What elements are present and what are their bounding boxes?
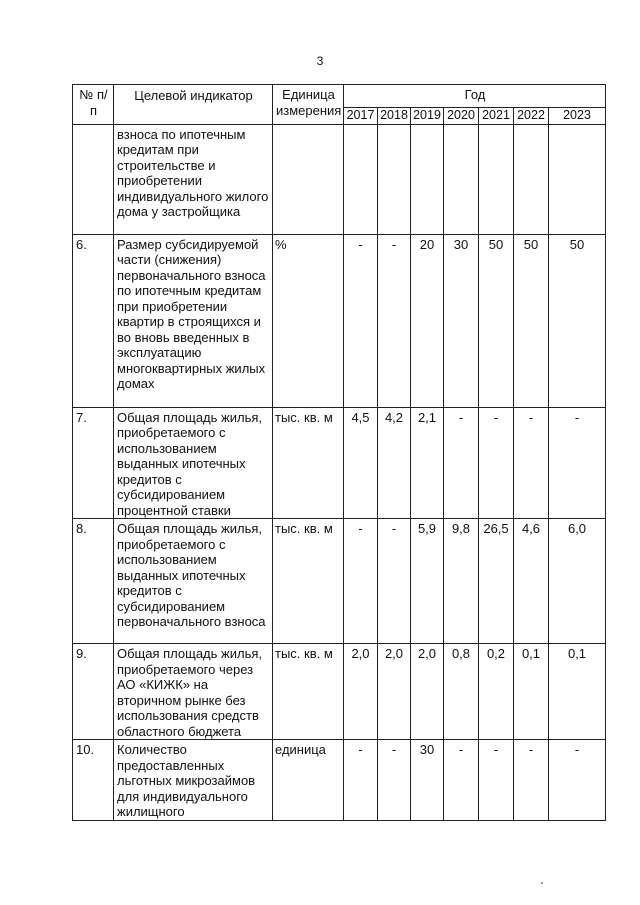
table-row bbox=[73, 407, 606, 519]
row-value bbox=[549, 124, 606, 234]
row-value: - bbox=[444, 740, 479, 821]
row-value: 0,8 bbox=[444, 644, 479, 740]
row-indicator: Общая площадь жилья, приобретаемого с использованием выданных ипотечных кредитов с субсидированием процентной ставки bbox=[114, 407, 273, 519]
row-value: - bbox=[479, 407, 514, 519]
row-value: 20 bbox=[411, 234, 444, 407]
header-year-group: Год bbox=[344, 85, 606, 108]
header-year: 2017 bbox=[344, 108, 378, 125]
row-value: 2,0 bbox=[411, 644, 444, 740]
header-year: 2023 bbox=[549, 108, 606, 125]
row-unit: % bbox=[273, 234, 344, 407]
target-indicators-table bbox=[72, 84, 606, 821]
row-num bbox=[73, 124, 114, 234]
row-value: 50 bbox=[514, 234, 549, 407]
row-value bbox=[378, 124, 411, 234]
row-value: 0,1 bbox=[514, 644, 549, 740]
row-value: 0,2 bbox=[479, 644, 514, 740]
table-row bbox=[73, 124, 606, 234]
header-year: 2021 bbox=[479, 108, 514, 125]
row-value bbox=[479, 124, 514, 234]
row-value: 9,8 bbox=[444, 519, 479, 644]
row-value: - bbox=[378, 519, 411, 644]
page-number: 3 bbox=[316, 54, 324, 68]
row-value: 2,0 bbox=[344, 644, 378, 740]
header-year: 2020 bbox=[444, 108, 479, 125]
scan-speck bbox=[541, 882, 543, 884]
row-value: - bbox=[344, 234, 378, 407]
row-value bbox=[514, 124, 549, 234]
header-year: 2022 bbox=[514, 108, 549, 125]
row-indicator: Размер субсидируемой части (снижения) первоначального взноса по ипотечным кредитам при приобретении квартир в строящихся и во вновь введенных в эксплуатацию многоквартирных жилых домах bbox=[114, 234, 273, 407]
row-indicator: Общая площадь жилья, приобретаемого с использованием выданных ипотечных кредитов с субсидированием первоначального взноса bbox=[114, 519, 273, 644]
row-unit: единица bbox=[273, 740, 344, 821]
table-row bbox=[73, 519, 606, 644]
row-value: 4,2 bbox=[378, 407, 411, 519]
row-num: 8. bbox=[73, 519, 114, 644]
row-value: - bbox=[514, 740, 549, 821]
row-indicator: взноса по ипотечным кредитам при строительстве и приобретении индивидуального жилого дома у застройщика bbox=[114, 124, 273, 234]
row-value: 5,9 bbox=[411, 519, 444, 644]
row-value: 30 bbox=[411, 740, 444, 821]
table-row bbox=[73, 234, 606, 407]
row-value bbox=[411, 124, 444, 234]
row-unit: тыс. кв. м bbox=[273, 519, 344, 644]
header-num: № п/п bbox=[73, 85, 114, 125]
row-indicator: Общая площадь жилья, приобретаемого через АО «КИЖК» на вторичном рынке без использования средств областного бюджета bbox=[114, 644, 273, 740]
row-value: 30 bbox=[444, 234, 479, 407]
row-value: - bbox=[378, 234, 411, 407]
row-value: 50 bbox=[479, 234, 514, 407]
row-value: - bbox=[514, 407, 549, 519]
row-num: 10. bbox=[73, 740, 114, 821]
row-value: - bbox=[549, 407, 606, 519]
header-unit: Единица измерения bbox=[273, 85, 344, 125]
row-value: 2,0 bbox=[378, 644, 411, 740]
row-value: 6,0 bbox=[549, 519, 606, 644]
table-row bbox=[73, 740, 606, 821]
row-value bbox=[344, 124, 378, 234]
table-row bbox=[73, 644, 606, 740]
row-value: 26,5 bbox=[479, 519, 514, 644]
row-value: - bbox=[378, 740, 411, 821]
row-value: 2,1 bbox=[411, 407, 444, 519]
row-unit: тыс. кв. м bbox=[273, 644, 344, 740]
row-num: 9. bbox=[73, 644, 114, 740]
row-value: - bbox=[344, 740, 378, 821]
row-value: - bbox=[549, 740, 606, 821]
row-value: 4,5 bbox=[344, 407, 378, 519]
header-year: 2018 bbox=[378, 108, 411, 125]
row-indicator: Количество предоставленных льготных микрозаймов для индивидуального жилищного bbox=[114, 740, 273, 821]
row-unit bbox=[273, 124, 344, 234]
row-value: 50 bbox=[549, 234, 606, 407]
row-value bbox=[444, 124, 479, 234]
row-value: - bbox=[479, 740, 514, 821]
row-value: 0,1 bbox=[549, 644, 606, 740]
row-num: 7. bbox=[73, 407, 114, 519]
row-value: - bbox=[444, 407, 479, 519]
row-value: 4,6 bbox=[514, 519, 549, 644]
header-row bbox=[73, 85, 606, 108]
row-unit: тыс. кв. м bbox=[273, 407, 344, 519]
header-indicator: Целевой индикатор bbox=[114, 85, 273, 125]
row-value: - bbox=[344, 519, 378, 644]
row-num: 6. bbox=[73, 234, 114, 407]
header-year: 2019 bbox=[411, 108, 444, 125]
